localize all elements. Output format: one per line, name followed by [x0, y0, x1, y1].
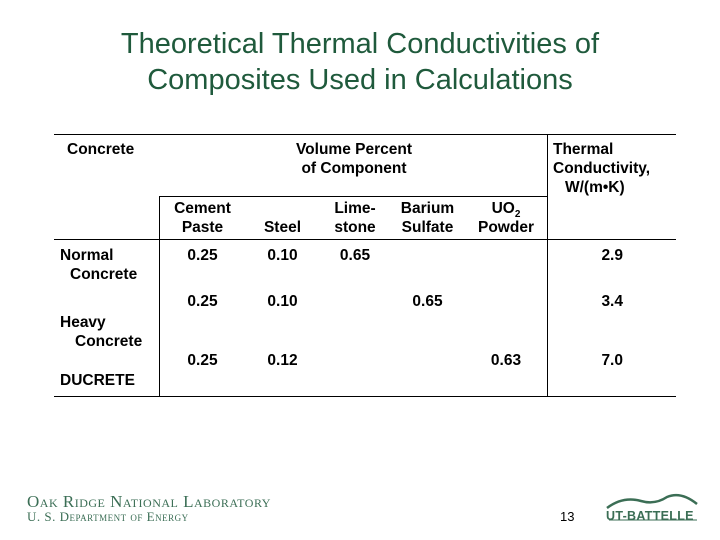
row-normal-label-line-2: Concrete — [70, 266, 138, 283]
col-barium-line-2: Sulfate — [401, 219, 454, 236]
volume-percent-header-line-2: of Component — [301, 160, 407, 177]
thermal-header-line-3: W/(m•K) — [565, 179, 625, 196]
table-top-rule — [54, 134, 676, 135]
header-bottom-rule — [54, 239, 676, 240]
cell-normal-steel: 0.10 — [267, 247, 298, 264]
cell-normal-limestone: 0.65 — [339, 247, 371, 264]
col-steel: Steel — [263, 219, 302, 236]
cell-heavy-barium: 0.65 — [412, 293, 443, 310]
cell-ducrete-steel: 0.12 — [267, 352, 298, 369]
table-bottom-rule — [54, 396, 676, 397]
cell-normal-cement: 0.25 — [187, 247, 218, 264]
org-name — [27, 494, 271, 524]
col-cement-line-2: Paste — [181, 219, 224, 236]
row-normal-label-line-1: Normal — [60, 247, 114, 264]
thermal-header-line-1: Thermal — [553, 141, 614, 158]
volume-percent-header-line-1: Volume Percent — [295, 141, 412, 158]
page-number: 13 — [560, 509, 575, 524]
org-name-line-2: U. S. Department of Energy — [27, 509, 189, 524]
subheader-rule — [160, 196, 548, 197]
slide-title-line-2: Composites Used in Calculations — [147, 64, 573, 96]
cell-heavy-steel: 0.10 — [267, 293, 298, 310]
col-uo2-line-2: Powder — [478, 219, 534, 236]
col-barium-line-1: Barium — [400, 200, 455, 217]
cell-normal-conductivity: 2.9 — [601, 247, 623, 264]
col-cement-line-1: Cement — [174, 200, 231, 217]
slide-title-line-1: Theoretical Thermal Conductivities of — [120, 28, 600, 60]
ut-battelle-logo-text: UT-BATTELLE — [606, 509, 694, 523]
col-limestone-line-2: stone — [334, 219, 376, 236]
cell-ducrete-cement: 0.25 — [187, 352, 218, 369]
row-heavy-label-line-2: Concrete — [75, 333, 143, 350]
conductivity-column-divider — [547, 134, 548, 397]
concrete-header: Concrete — [67, 141, 135, 158]
thermal-header-line-2: Conductivity, — [553, 160, 651, 177]
cell-ducrete-uo2: 0.63 — [490, 352, 522, 369]
cell-heavy-conductivity: 3.4 — [601, 293, 623, 310]
col-limestone-line-1: Lime- — [334, 200, 376, 217]
slide-title — [0, 26, 720, 98]
cell-heavy-cement: 0.25 — [187, 293, 218, 310]
col-uo2-line-1: $UO_2$ — [491, 200, 521, 221]
org-name-line-1: Oak Ridge National Laboratory — [27, 492, 271, 511]
cell-ducrete-conductivity: 7.0 — [601, 352, 623, 369]
row-ducrete-label: DUCRETE — [60, 372, 135, 389]
row-heavy-label-line-1: Heavy — [60, 314, 106, 331]
